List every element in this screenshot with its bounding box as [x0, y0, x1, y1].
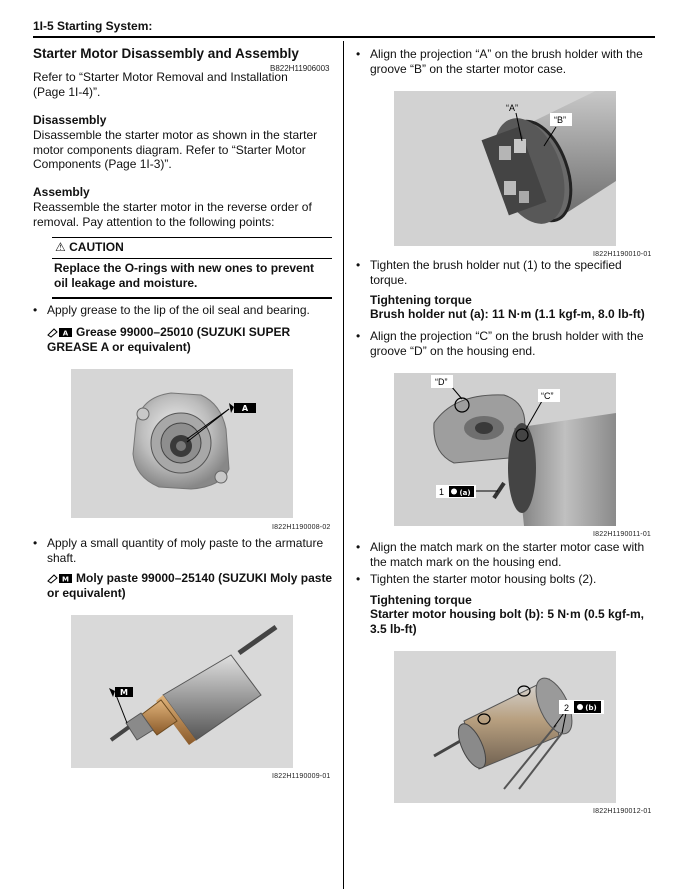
- starter-bolts-photo: [394, 651, 616, 803]
- figure-housing-end-grease: [71, 369, 293, 518]
- fig5-badge: (b): [585, 704, 597, 712]
- section-code: B822H11906003: [270, 64, 330, 73]
- figure-housing-end-cd: [394, 373, 616, 526]
- assembly-text: Reassemble the starter motor in the reverse order of removal. Pay attention to the following points:: [33, 200, 312, 229]
- figure-brush-holder-ab: [394, 91, 616, 246]
- figure-armature-moly: [71, 615, 293, 768]
- housing-end-cd-photo: [394, 373, 616, 526]
- right-bullet-match-mark: • Align the match mark on the starter motor case with the match mark on the housing end.: [370, 540, 655, 569]
- moly-callout-letter: M: [120, 688, 128, 697]
- right-bullet-brush-nut: • Tighten the brush holder nut (1) to the specified torque.: [370, 258, 655, 287]
- assembly-heading: Assembly: [33, 185, 90, 199]
- grease-callout-letter: A: [241, 404, 249, 413]
- caution-heading: [55, 240, 124, 254]
- fig4-label-c: “C”: [541, 391, 554, 401]
- right-bullet-align-cd: • Align the projection “C” on the brush holder with the groove “D” on the housing end.: [370, 329, 655, 358]
- fig4-label-1: 1: [439, 487, 445, 497]
- torque-heading-1: Tightening torque: [370, 293, 472, 307]
- torque-spec-2: Starter motor housing bolt (b): 5 N·m (0.5 kgf-m, 3.5 lb-ft): [370, 607, 645, 636]
- fig4-badge: (a): [459, 489, 471, 497]
- disassembly-heading: Disassembly: [33, 113, 107, 127]
- intro-text: Refer to “Starter Motor Removal and Installation (Page 1I-4)”.: [33, 70, 288, 99]
- figure-code-5: I822H1190012-01: [593, 808, 652, 815]
- fig3-label-a: “A”: [506, 103, 518, 113]
- left-bullet-moly: • Apply a small quantity of moly paste to the armature shaft.: [47, 536, 337, 565]
- fig4-label-d: “D”: [435, 377, 448, 387]
- right-bullet-housing-bolts: • Tighten the starter motor housing bolts (2).: [370, 572, 655, 587]
- caution-rule: [52, 258, 332, 259]
- torque-heading-2: Tightening torque: [370, 593, 472, 607]
- figure-code-2: I822H1190009-01: [272, 773, 331, 780]
- page-header: [33, 16, 655, 38]
- right-bullet-align-ab: • Align the projection “A” on the brush holder with the groove “B” on the starter motor case.: [370, 47, 655, 76]
- figure-housing-bolts: [394, 651, 616, 803]
- moly-applicator-icon: [47, 573, 73, 584]
- moly-spec: [47, 571, 335, 600]
- caution-box: [52, 237, 332, 299]
- fig3-label-b: “B”: [554, 115, 566, 125]
- grease-spec: [47, 325, 335, 354]
- section-title: Starter Motor Disassembly and Assembly: [33, 46, 299, 61]
- column-divider: [343, 41, 344, 889]
- caution-text: Replace the O-rings with new ones to prevent oil leakage and moisture.: [54, 261, 315, 290]
- caution-heading-label: CAUTION: [69, 240, 124, 254]
- figure-code-3: I822H1190010-01: [593, 251, 652, 258]
- torque-spec-1: Brush holder nut (a): 11 N·m (1.1 kgf-m, 8.0 lb-ft): [370, 307, 645, 321]
- brush-holder-photo: [394, 91, 616, 246]
- grease-icon-letter: A: [62, 329, 69, 338]
- housing-end-photo: [71, 369, 293, 518]
- grease-applicator-icon: [47, 327, 73, 338]
- fig5-label-2: 2: [564, 703, 570, 713]
- moly-icon-letter: M: [62, 575, 69, 584]
- grease-spec-text: Grease 99000–25010 (SUZUKI SUPER GREASE A or equivalent): [47, 325, 291, 354]
- figure-code-4: I822H1190011-01: [593, 531, 652, 538]
- armature-photo: [71, 615, 293, 768]
- disassembly-text: Disassemble the starter motor as shown in the starter motor components diagram. Refer to “Starter Motor Components (Page 1I-3)”.: [33, 128, 318, 171]
- warning-triangle-icon: ⚠: [55, 240, 66, 254]
- figure-code-1: I822H1190008-02: [272, 524, 331, 531]
- left-bullet-grease: • Apply grease to the lip of the oil seal and bearing.: [47, 303, 337, 318]
- page-header-title: 1I-5 Starting System:: [33, 19, 153, 33]
- moly-spec-text: Moly paste 99000–25140 (SUZUKI Moly paste or equivalent): [47, 571, 333, 600]
